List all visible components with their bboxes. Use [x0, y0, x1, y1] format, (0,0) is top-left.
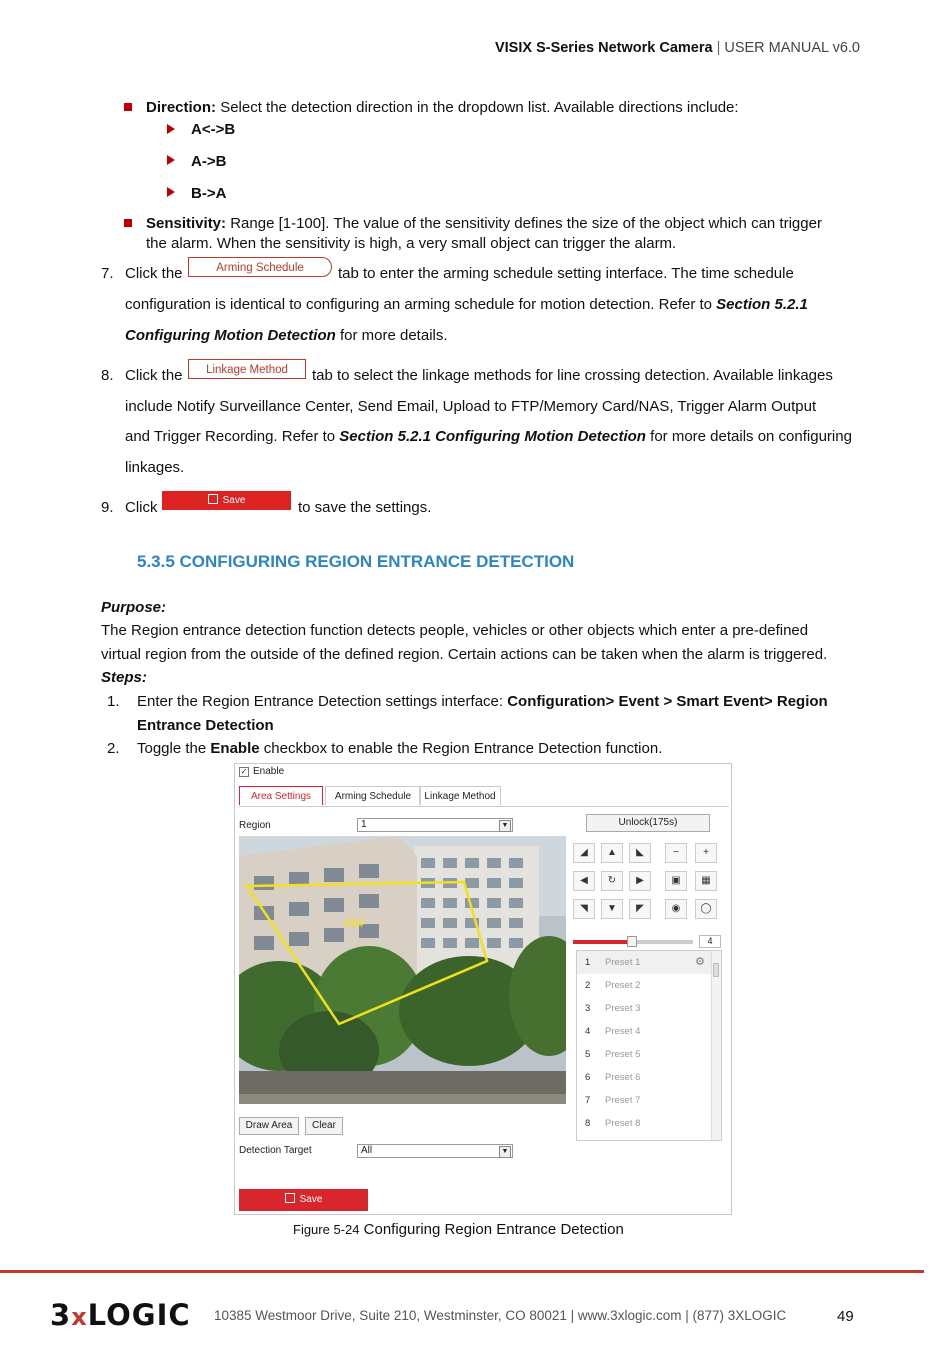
list-item[interactable]	[577, 951, 719, 974]
sensitivity-line1	[146, 214, 860, 234]
bullet-arrow-icon	[167, 187, 175, 197]
save-button-image	[162, 491, 291, 510]
list-item[interactable]	[577, 1043, 719, 1066]
purpose-line2: virtual region from the outside of the defined region. Certain actions can be taken when the alarm is triggered.	[101, 646, 828, 663]
zoom-in-icon[interactable]: +	[695, 843, 717, 863]
ptz-speed-slider[interactable]	[573, 940, 693, 944]
list-item[interactable]	[577, 1112, 719, 1135]
direction-option: A->B	[191, 153, 227, 170]
preset-label: Preset 2	[605, 980, 641, 991]
step-number: 7.	[101, 265, 114, 282]
steps-s1-pre: Enter the Region Entrance Detection settings interface:	[137, 693, 504, 710]
page-number: 49	[837, 1308, 854, 1325]
step7-line3-text: for more details.	[339, 327, 448, 344]
save-button[interactable]	[239, 1189, 368, 1211]
draw-area-button[interactable]: Draw Area	[239, 1117, 299, 1135]
preset-number: 7	[585, 1095, 591, 1106]
step9-post: to save the settings.	[298, 499, 432, 516]
preset-label: Preset 4	[605, 1026, 641, 1037]
step7-ref-section: Section 5.2.1	[716, 296, 808, 313]
enable-checkbox[interactable]: ✓	[240, 767, 248, 776]
step7-line2	[125, 295, 808, 315]
step-number: 9.	[101, 499, 114, 516]
direction-option: A<->B	[191, 121, 236, 138]
preset-number: 2	[585, 980, 591, 991]
steps-s2-pre: Toggle the	[137, 740, 207, 757]
ptz-left-button[interactable]: ◀	[573, 871, 595, 891]
bullet-arrow-icon	[167, 155, 175, 165]
preset-number: 5	[585, 1049, 591, 1060]
slider-fill	[573, 940, 633, 944]
region-entrance-settings-panel	[234, 763, 732, 1215]
floppy-icon	[208, 494, 218, 504]
direction-label: Direction:	[146, 99, 217, 116]
steps-label: Steps:	[101, 669, 147, 686]
slider-handle[interactable]	[627, 936, 637, 947]
direction-paragraph	[146, 98, 739, 118]
ptz-right-button[interactable]: ▶	[629, 871, 651, 891]
step7-pre: Click the	[125, 265, 183, 282]
settings-tab-bar	[239, 786, 729, 807]
caption-prefix: Figure 5-24	[293, 1222, 360, 1237]
step7-post: tab to enter the arming schedule setting interface. The time schedule	[338, 265, 794, 282]
steps-s1-path: Configuration> Event > Smart Event> Region	[507, 693, 828, 710]
preset-number: 8	[585, 1118, 591, 1129]
tab-arming-schedule[interactable]: Arming Schedule	[325, 786, 421, 805]
steps-s1	[137, 692, 828, 712]
tab-linkage-method[interactable]: Linkage Method	[419, 786, 501, 805]
chevron-down-icon: ▼	[499, 1146, 511, 1158]
3xlogic-logo	[50, 1298, 191, 1332]
running-header	[495, 38, 860, 58]
enable-label: Enable	[253, 766, 285, 777]
footer-address: 10385 Westmoor Drive, Suite 210, Westminster, CO 80021 | www.3xlogic.com | (877) 3XLOGIC	[214, 1308, 787, 1323]
direction-option: B->A	[191, 185, 227, 202]
bullet-square-icon	[124, 219, 132, 227]
preset-label: Preset 5	[605, 1049, 641, 1060]
steps-s1-path-cont: Entrance Detection	[137, 717, 274, 734]
figure-caption	[293, 1220, 624, 1240]
step9-pre: Click	[125, 499, 158, 516]
logo-part: 3	[50, 1298, 72, 1332]
focus-far-icon[interactable]: ▦	[695, 871, 717, 891]
clear-button[interactable]: Clear	[305, 1117, 343, 1135]
header-product: VISIX S-Series Network Camera	[494, 40, 713, 56]
steps-s2	[137, 739, 662, 759]
footer-rule	[0, 1270, 924, 1273]
list-item[interactable]	[577, 1020, 719, 1043]
focus-near-icon[interactable]: ▣	[665, 871, 687, 891]
speed-value: 4	[699, 935, 721, 948]
step8-line3	[125, 427, 852, 447]
region-tag: #1#	[344, 916, 365, 930]
direction-text: Select the detection direction in the dropdown list. Available directions include:	[220, 99, 739, 116]
scrollbar-thumb[interactable]	[713, 963, 719, 977]
sensitivity-text: Range [1-100]. The value of the sensitivity defines the size of the object which can trigger	[230, 215, 822, 232]
iris-open-icon[interactable]: ◉	[665, 899, 687, 919]
list-item[interactable]	[577, 1066, 719, 1089]
preset-list-scrollbar[interactable]	[711, 951, 721, 1140]
preset-label: Preset 7	[605, 1095, 641, 1106]
preset-number: 3	[585, 1003, 591, 1014]
list-item[interactable]	[577, 997, 719, 1020]
sensitivity-line2: the alarm. When the sensitivity is high, a very small object can trigger the alarm.	[146, 235, 677, 252]
step7-ref-title: Configuring Motion Detection	[125, 327, 336, 344]
preset-label: Preset 8	[605, 1118, 641, 1129]
detection-target-value: All	[361, 1145, 373, 1156]
linkage-method-tab-image: Linkage Method	[188, 359, 306, 379]
floppy-icon	[285, 1193, 295, 1203]
purpose-label: Purpose:	[101, 599, 167, 616]
step8-line3-post: for more details on configuring	[650, 428, 852, 445]
caption-text: Configuring Region Entrance Detection	[363, 1221, 624, 1238]
step7-line3	[125, 326, 448, 346]
ptz-up-button[interactable]: ▲	[601, 843, 623, 863]
step8-line3-pre: and Trigger Recording. Refer to	[125, 428, 336, 445]
logo-part: LOGIC	[87, 1298, 191, 1332]
step7-line2-text: configuration is identical to configuring an arming schedule for motion detection. Refer to	[125, 296, 712, 313]
step8-line4: linkages.	[125, 459, 185, 476]
steps-s2-post: checkbox to enable the Region Entrance Detection function.	[263, 740, 663, 757]
header-separator: |	[716, 40, 721, 56]
preset-number: 4	[585, 1026, 591, 1037]
preset-label: Preset 6	[605, 1072, 641, 1083]
step8-line2: include Notify Surveillance Center, Send Email, Upload to FTP/Memory Card/NAS, Trigger Alarm Output	[125, 398, 817, 415]
arming-schedule-tab-image: Arming Schedule	[188, 257, 332, 277]
step8-pre: Click the	[125, 367, 183, 384]
step-number: 1.	[107, 693, 120, 710]
save-button-image-label: Save	[222, 495, 246, 506]
preset-number: 1	[585, 957, 591, 968]
live-video-preview[interactable]	[239, 836, 566, 1104]
ptz-auto-button[interactable]: ↻	[601, 871, 623, 891]
section-title: 5.3.5 CONFIGURING REGION ENTRANCE DETECTION	[137, 552, 575, 571]
region-label: Region	[239, 820, 271, 831]
region-select[interactable]	[357, 818, 513, 832]
list-item[interactable]	[577, 974, 719, 997]
bullet-square-icon	[124, 103, 132, 111]
step-number: 8.	[101, 367, 114, 384]
step8-post: tab to select the linkage methods for line crossing detection. Available linkages	[312, 367, 833, 384]
tab-area-settings[interactable]: Area Settings	[239, 786, 323, 805]
preset-list	[576, 950, 722, 1141]
iris-close-icon[interactable]: ◯	[695, 899, 717, 919]
ptz-up-right-button[interactable]: ◣	[629, 843, 651, 863]
preset-label: Preset 1	[605, 957, 641, 968]
ptz-down-button[interactable]: ▼	[601, 899, 623, 919]
save-button-label: Save	[299, 1194, 323, 1205]
bullet-arrow-icon	[167, 124, 175, 134]
step-number: 2.	[107, 740, 120, 757]
list-item[interactable]	[577, 1089, 719, 1112]
header-manual: USER MANUAL v6.0	[724, 40, 860, 56]
detection-target-select[interactable]	[357, 1144, 513, 1158]
step8-ref: Section 5.2.1 Configuring Motion Detection	[339, 428, 646, 445]
logo-part: x	[71, 1303, 88, 1331]
camera-scene-image	[239, 836, 566, 1104]
chevron-down-icon: ▼	[499, 820, 511, 832]
unlock-button[interactable]: Unlock(175s)	[586, 814, 710, 832]
ptz-up-left-button[interactable]: ◢	[573, 843, 595, 863]
ptz-down-left-button[interactable]: ◥	[573, 899, 595, 919]
preset-number: 6	[585, 1072, 591, 1083]
zoom-out-icon[interactable]: −	[665, 843, 687, 863]
gear-icon[interactable]: ⚙	[695, 956, 705, 968]
steps-s2-bold: Enable	[210, 740, 260, 757]
purpose-line1: The Region entrance detection function detects people, vehicles or other objects which enter a pre-defined	[101, 622, 809, 639]
region-select-value: 1	[361, 819, 367, 830]
sensitivity-label: Sensitivity:	[146, 215, 227, 232]
detection-target-label: Detection Target	[239, 1145, 312, 1156]
preset-label: Preset 3	[605, 1003, 641, 1014]
ptz-down-right-button[interactable]: ◤	[629, 899, 651, 919]
